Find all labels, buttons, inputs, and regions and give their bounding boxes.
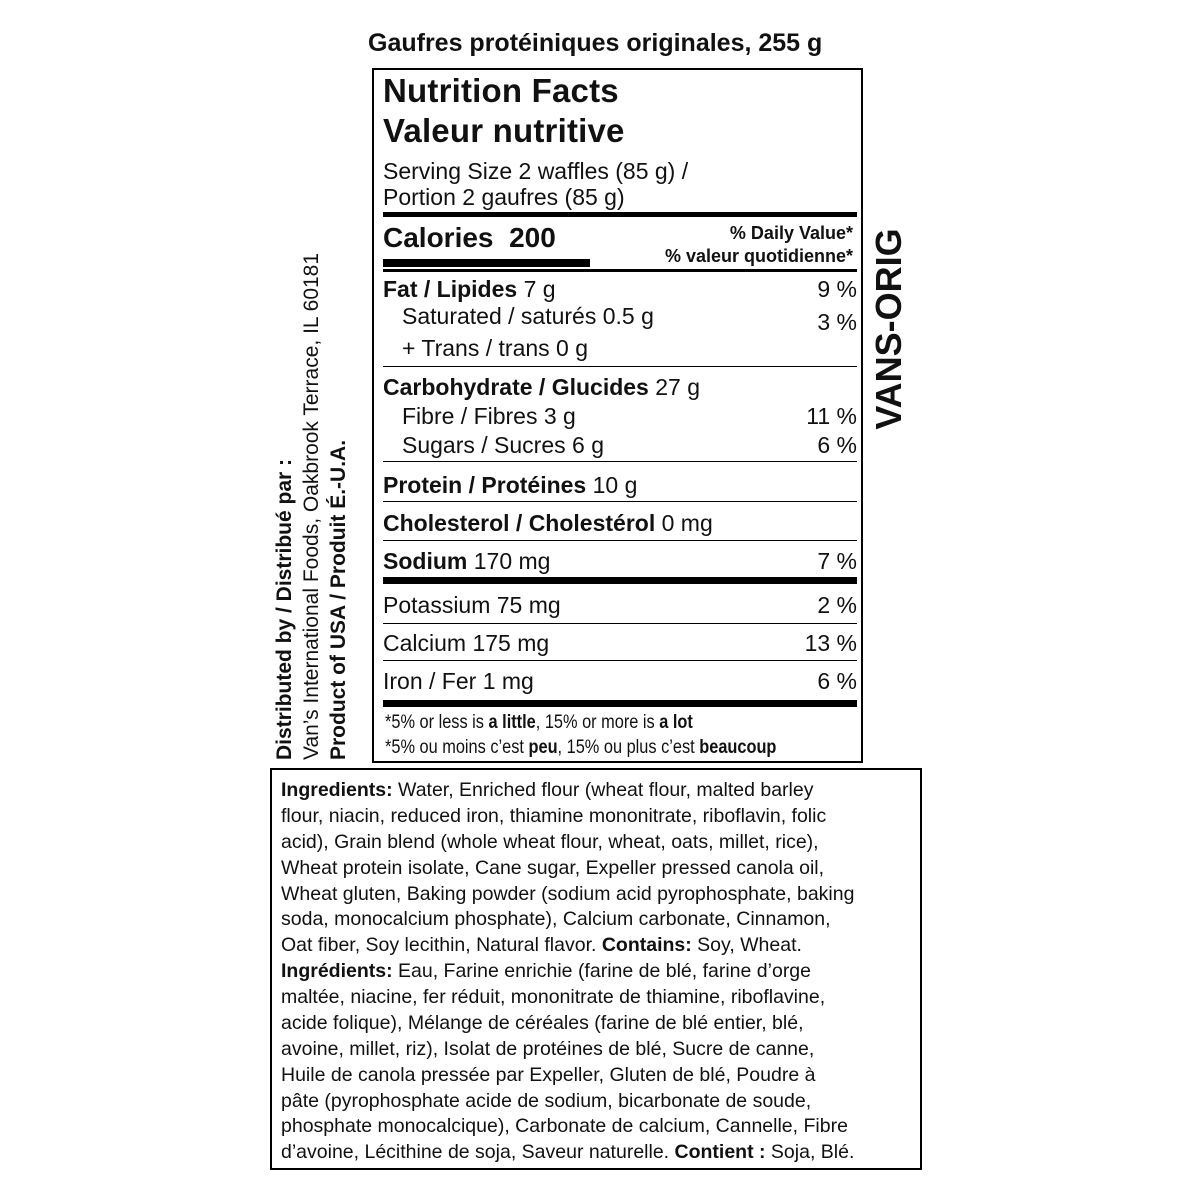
ingredients-line <box>281 883 854 906</box>
footnote-emphasis: peu <box>528 737 558 758</box>
nutrient-row-protein <box>383 472 857 499</box>
footnote-emphasis: a little <box>488 712 536 733</box>
ingredients-panel <box>270 768 922 1170</box>
calories <box>383 222 556 254</box>
nutrient-name: Carbohydrate / Glucides <box>383 374 649 400</box>
ingredients-line <box>281 857 824 880</box>
nutrient-name: + Trans / trans <box>402 335 550 361</box>
nutrient-amount: 0.5 g <box>602 303 654 329</box>
nutrient-row-potassium <box>383 592 857 619</box>
ingredients-line <box>281 831 819 854</box>
nutrient-percent: 6 % <box>817 432 857 458</box>
ingredients-text: phosphate monocalcique), Carbonate de calcium, Cannelle, Fibre <box>281 1115 848 1137</box>
distributor-line-2: Van’s International Foods, Oakbrook Terrace, IL 60181 <box>300 252 323 760</box>
nutrient-percent: 13 % <box>804 630 857 656</box>
rule-thick <box>383 700 857 707</box>
ingredients-line <box>281 1038 814 1061</box>
nutrient-row-iron <box>383 668 857 695</box>
ingredients-line <box>281 779 813 802</box>
ingredients-text: d’avoine, Lécithine de soja, Saveur naturelle. <box>281 1141 675 1163</box>
ingredients-heading-en: Ingredients: <box>281 779 393 801</box>
ingredients-text: acid), Grain blend (whole wheat flour, wheat, oats, millet, rice), <box>281 831 819 853</box>
rule <box>383 660 857 661</box>
ingredients-text: Eau, Farine enrichie (farine de blé, farine d’orge <box>392 960 811 982</box>
ingredients-line <box>281 960 811 983</box>
product-code <box>863 230 915 428</box>
ingredients-text: flour, niacin, reduced iron, thiamine mononitrate, riboflavin, folic <box>281 805 827 827</box>
ingredients-line <box>281 805 826 828</box>
footnote-emphasis: a lot <box>659 712 693 733</box>
ingredients-text: acide folique), Mélange de céréales (farine de blé entier, blé, <box>281 1012 804 1034</box>
nutrient-row-sodium <box>383 548 857 575</box>
ingredients-text: Huile de canola pressée par Expeller, Gluten de blé, Poudre à <box>281 1064 816 1086</box>
ingredients-text: Water, Enriched flour (wheat flour, malted barley <box>392 779 814 801</box>
nutrient-name: Fibre / Fibres <box>402 403 538 429</box>
nutrient-amount: 170 mg <box>473 548 551 574</box>
nutrient-row-sugars <box>383 432 857 459</box>
distributor-line-1: Distributed by / Distribué par : <box>273 458 296 760</box>
footnote-emphasis: beaucoup <box>699 737 777 758</box>
rule <box>383 501 857 502</box>
nutrient-amount: 10 g <box>592 472 638 498</box>
nutrient-percent: 3 % <box>817 309 857 335</box>
footnote-en <box>385 712 693 734</box>
daily-value-header-en: % Daily Value* <box>729 223 853 243</box>
nutrient-percent: 7 % <box>817 548 857 574</box>
nutrient-row-fat <box>383 276 857 303</box>
contains-label-fr: Contient : <box>674 1141 766 1163</box>
daily-value-header-fr: % valeur quotidienne* <box>664 246 853 266</box>
footnote-text: *5% ou moins c’est <box>385 737 529 758</box>
nutrient-amount: 75 mg <box>496 592 561 618</box>
rule <box>383 366 857 367</box>
contains-label-en: Contains: <box>601 934 692 956</box>
product-code-text: VANS-ORIG <box>868 228 909 430</box>
ingredients-line <box>281 986 825 1009</box>
footnote-fr <box>385 737 776 759</box>
ingredients-line <box>281 934 802 957</box>
serving-size-en: Serving Size 2 waffles (85 g) / <box>383 158 689 184</box>
nutrient-name: Sodium <box>383 548 468 574</box>
footnote-text: , 15% ou plus c’est <box>557 737 700 758</box>
nutrient-row-carbohydrate <box>383 374 857 401</box>
allergens-fr: Soja, Blé. <box>765 1141 855 1163</box>
nutrient-percent: 11 % <box>806 403 857 429</box>
nutrient-amount: 0 g <box>556 335 589 361</box>
ingredients-text: soda, monocalcium phosphate), Calcium carbonate, Cinnamon, <box>281 908 831 930</box>
ingredients-text: avoine, millet, riz), Isolat de protéines de blé, Sucre de canne, <box>281 1038 815 1060</box>
nutrient-amount: 3 g <box>543 403 576 429</box>
nutrient-amount: 175 mg <box>472 630 550 656</box>
nutrient-name: Calcium <box>383 630 467 656</box>
nutrient-amount: 1 mg <box>482 668 534 694</box>
ingredients-line <box>281 1064 815 1087</box>
distributor-info <box>273 208 357 760</box>
ingredients-text: Wheat protein isolate, Cane sugar, Expeller pressed canola oil, <box>281 857 825 879</box>
ingredients-text: Wheat gluten, Baking powder (sodium acid pyrophosphate, baking <box>281 883 855 905</box>
ingredients-text: pâte (pyrophosphate acide de sodium, bicarbonate de soude, <box>281 1090 812 1112</box>
nutrient-name: Sugars / Sucres <box>402 432 566 458</box>
nutrient-name: Cholesterol / Cholestérol <box>383 510 656 536</box>
nutrient-percent: 6 % <box>817 668 857 694</box>
nutrient-row-cholesterol <box>383 510 857 537</box>
ingredients-line <box>281 1012 804 1035</box>
nutrient-name: Fat / Lipides <box>383 276 518 302</box>
nutrition-heading-fr: Valeur nutritive <box>383 112 625 149</box>
ingredients-line <box>281 1115 848 1138</box>
ingredients-line <box>281 1090 811 1113</box>
product-title: Gaufres protéiniques originales, 255 g <box>368 29 823 57</box>
nutrient-row-calcium <box>383 630 857 657</box>
nutrient-row-saturated <box>383 303 857 335</box>
footnote-text: , 15% or more is <box>535 712 660 733</box>
calories-value: 200 <box>509 222 556 253</box>
nutrient-row-fibre <box>383 403 857 430</box>
ingredients-line <box>281 1141 854 1164</box>
ingredients-heading-fr: Ingrédients: <box>281 960 393 982</box>
nutrient-amount: 0 mg <box>661 510 713 536</box>
rule <box>383 269 857 272</box>
nutrient-name: Iron / Fer <box>383 668 477 694</box>
rule <box>383 623 857 624</box>
nutrient-name: Potassium <box>383 592 491 618</box>
nutrient-amount: 6 g <box>572 432 605 458</box>
nutrient-amount: 7 g <box>523 276 556 302</box>
nutrient-row-trans <box>383 335 857 362</box>
ingredients-text: maltée, niacine, fer réduit, mononitrate de thiamine, riboflavine, <box>281 986 826 1008</box>
calories-label: Calories <box>383 222 494 253</box>
ingredients-text: Oat fiber, Soy lecithin, Natural flavor. <box>281 934 602 956</box>
rule-thick <box>383 212 857 217</box>
serving-size-fr: Portion 2 gaufres (85 g) <box>383 184 625 210</box>
allergens-en: Soy, Wheat. <box>691 934 802 956</box>
distributor-line-3: Product of USA / Produit É.-U.A. <box>327 439 350 760</box>
nutrient-amount: 27 g <box>655 374 701 400</box>
rule-thick <box>383 577 857 584</box>
nutrition-heading-en: Nutrition Facts <box>383 72 619 109</box>
nutrient-percent: 9 % <box>817 276 857 302</box>
rule <box>383 540 857 541</box>
footnote-text: *5% or less is <box>385 712 489 733</box>
calories-bar <box>383 259 590 267</box>
nutrition-facts-panel <box>372 68 863 763</box>
nutrient-name: Saturated / saturés <box>402 303 597 329</box>
nutrient-name: Protein / Protéines <box>383 472 587 498</box>
nutrient-percent: 2 % <box>817 592 857 618</box>
rule <box>383 461 857 462</box>
ingredients-line <box>281 908 831 931</box>
